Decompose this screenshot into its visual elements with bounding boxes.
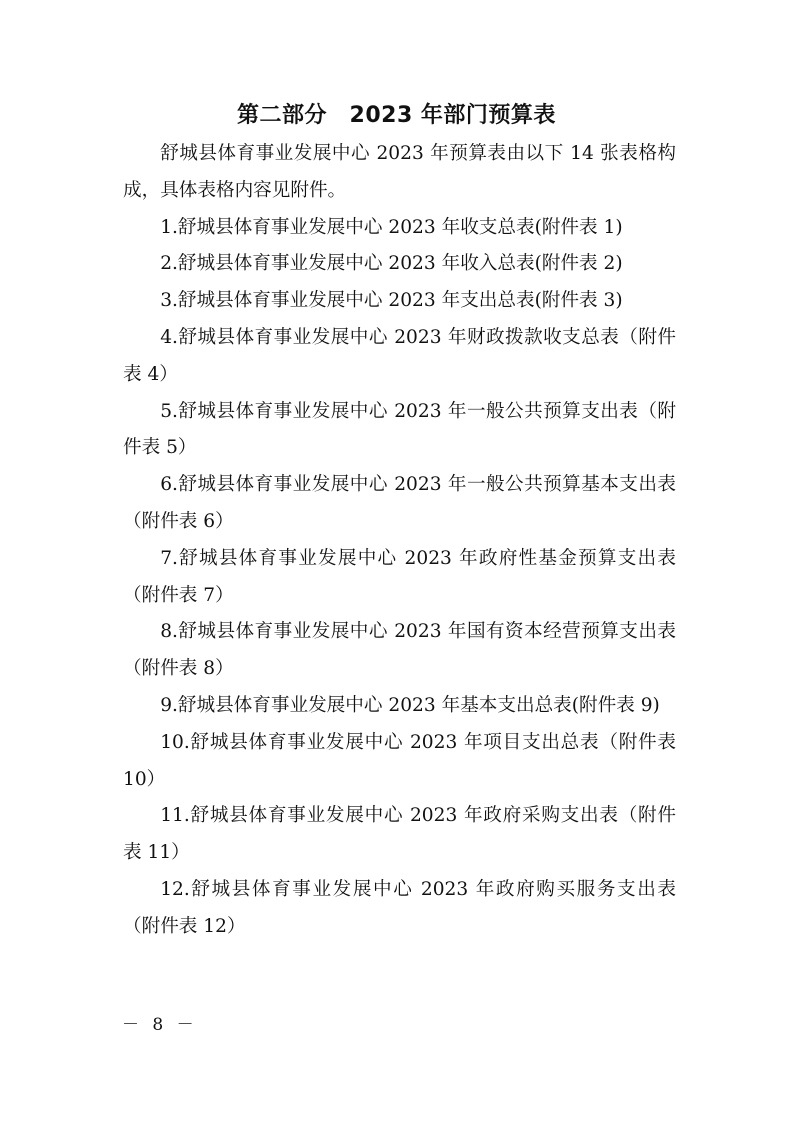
list-item: 11.舒城县体育事业发展中心 2023 年政府采购支出表（附件表 11）: [123, 805, 676, 864]
document-body: [123, 136, 676, 946]
page-title: 第二部分 2023 年部门预算表: [237, 103, 556, 128]
list-item: 12.舒城县体育事业发展中心 2023 年政府购买服务支出表（附件表 12）: [123, 878, 676, 937]
list-item: 8.舒城县体育事业发展中心 2023 年国有资本经营预算支出表（附件表 8）: [123, 621, 676, 680]
list-item: 5.舒城县体育事业发展中心 2023 年一般公共预算支出表（附件表 5）: [123, 400, 676, 459]
page-number: － 8 －: [122, 1015, 198, 1035]
intro-paragraph: 舒城县体育事业发展中心 2023 年预算表由以下 14 张表格构成，具体表格内容见附件。: [123, 143, 676, 201]
list-item: 3.舒城县体育事业发展中心 2023 年支出总表(附件表 3): [160, 290, 623, 312]
list-item: 4.舒城县体育事业发展中心 2023 年财政拨款收支总表（附件表 4）: [123, 326, 676, 385]
list-item: 2.舒城县体育事业发展中心 2023 年收入总表(附件表 2): [160, 253, 623, 275]
list-item: 1.舒城县体育事业发展中心 2023 年收支总表(附件表 1): [160, 216, 623, 238]
list-item: 10.舒城县体育事业发展中心 2023 年项目支出总表（附件表 10）: [123, 731, 676, 790]
list-item: 7.舒城县体育事业发展中心 2023 年政府性基金预算支出表（附件表 7）: [123, 547, 676, 606]
list-item: 6.舒城县体育事业发展中心 2023 年一般公共预算基本支出表（附件表 6）: [123, 474, 676, 532]
list-item: 9.舒城县体育事业发展中心 2023 年基本支出总表(附件表 9): [160, 694, 660, 716]
